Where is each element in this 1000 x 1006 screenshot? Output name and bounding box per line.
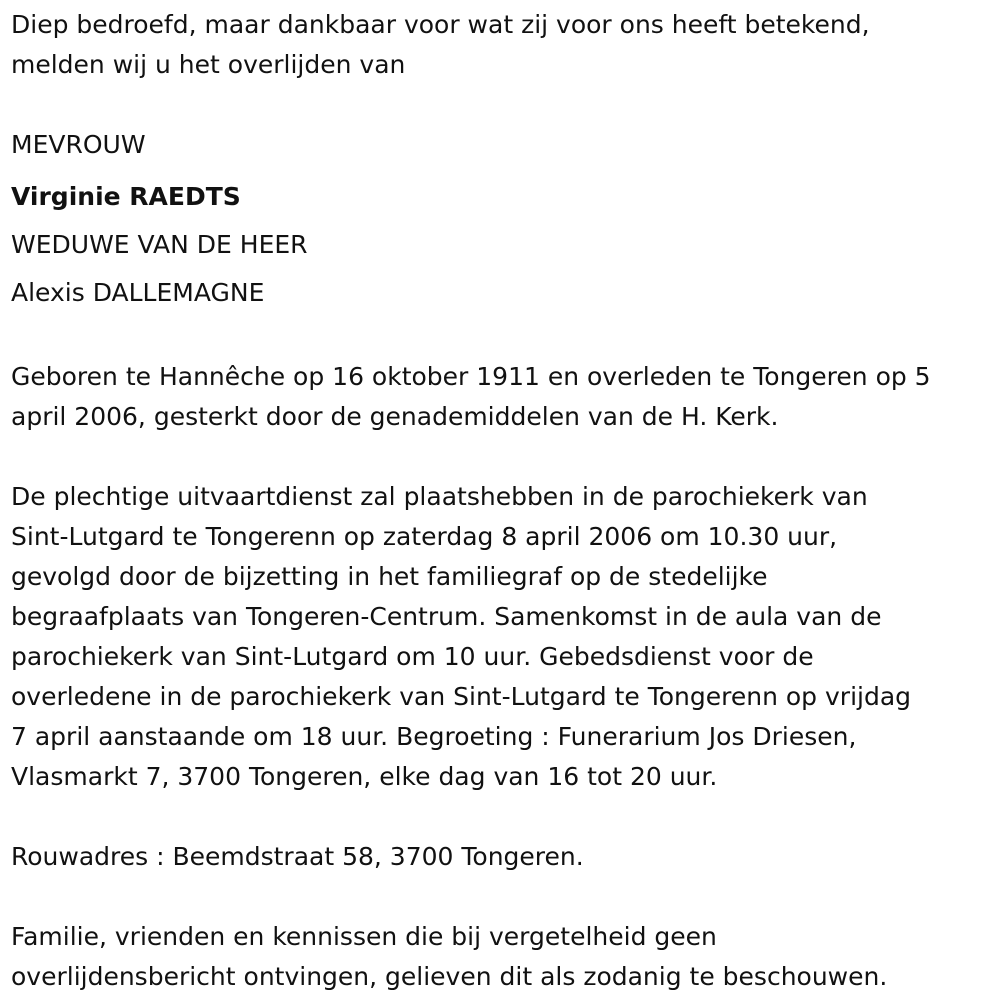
- title-prefix: MEVROUW: [11, 130, 146, 159]
- relation-text: WEDUWE VAN DE HEER: [11, 230, 308, 259]
- birth-death-text: Geboren te Hannêche op 16 oktober 1911 en overleden te Tongeren op 5 april 2006, gesterkt door de genademiddelen van de H. Kerk.: [11, 362, 931, 431]
- intro-text: Diep bedroefd, maar dankbaar voor wat zij voor ons heeft betekend, melden wij u het overlijden van: [11, 10, 870, 79]
- address-text: Rouwadres : Beemdstraat 58, 3700 Tongeren.: [11, 842, 584, 871]
- closing-text: Familie, vrienden en kennissen die bij vergetelheid geen overlijdensbericht ontvingen, gelieven dit als zodanig te beschouwen.: [11, 922, 888, 991]
- deceased-name: Virginie RAEDTS: [11, 182, 241, 211]
- service-text: De plechtige uitvaartdienst zal plaatshebben in de parochiekerk van Sint-Lutgard te Tongerenn op zaterdag 8 april 2006 om 10.30 uur, gevolgd door de bijzetting in het familiegraf op de stedelijke begraafplaats van Tongeren-Centrum. Samenkomst in de aula van de parochiekerk van Sint-Lutgard om 10 uur. Gebedsdienst voor de overledene in de parochiekerk van Sint-Lutgard te Tongerenn op vrijdag 7 april aanstaande om 18 uur. Begroeting : Funerarium Jos Driesen, Vlasmarkt 7, 3700 Tongeren, elke dag van 16 tot 20 uur.: [11, 482, 912, 791]
- deceased-block: [11, 125, 990, 317]
- spouse-name: Alexis DALLEMAGNE: [11, 278, 265, 307]
